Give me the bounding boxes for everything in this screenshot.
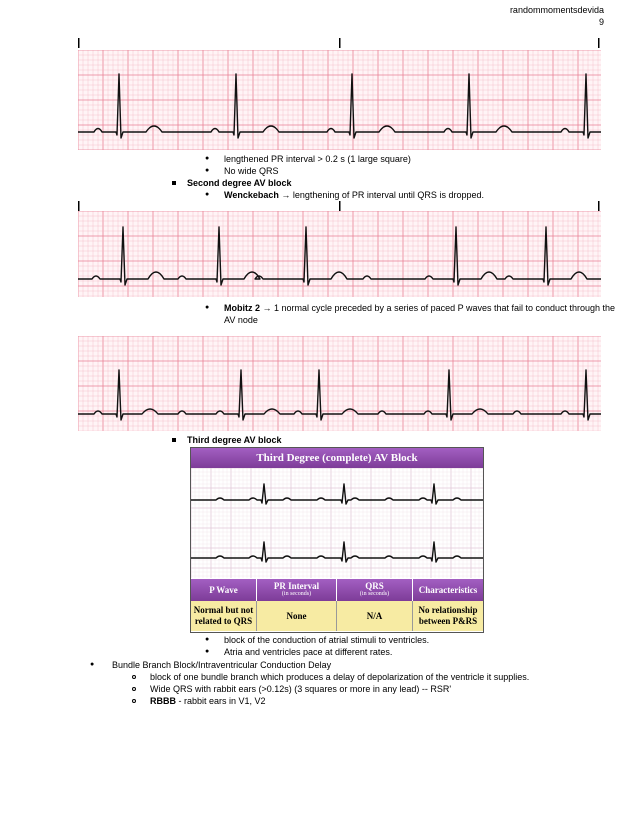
ecg-strip-mobitz-svg	[78, 336, 601, 431]
bullet-dot: ●	[205, 155, 210, 162]
bullet-dot: ●	[205, 636, 210, 643]
mobitz-text: → 1 normal cycle preceded by a series of paced P waves that fail to conduct through the	[260, 303, 616, 313]
third-degree-figure	[190, 447, 484, 633]
bullet-square	[172, 181, 176, 185]
ecg-strip-first-degree-svg	[78, 38, 601, 150]
bundle-branch-item-3	[150, 695, 266, 707]
bullet-dot: ●	[205, 304, 210, 311]
ecg-strip-first-degree	[78, 38, 601, 150]
ecg-strip-mobitz	[78, 336, 601, 431]
ecg-grid-bg	[78, 336, 601, 431]
bullet-square	[172, 438, 176, 442]
bundle-branch-item-2: Wide QRS with rabbit ears (>0.12s) (3 squares or more in any lead) -- RSR'	[150, 684, 452, 694]
wenckebach-text: → lengthening of PR interval until QRS is dropped.	[278, 190, 484, 200]
mobitz-line-1	[224, 302, 615, 314]
ecg-timing-mark	[78, 38, 80, 48]
wenckebach-term: Wenckebach	[224, 190, 279, 200]
ecg-strip-wenckebach-svg	[78, 201, 601, 297]
figure-title: Third Degree (complete) AV Block	[191, 448, 483, 468]
figure-ecg-svg	[191, 468, 483, 578]
ecg-timing-mark	[339, 38, 341, 48]
bullet-dot: ●	[205, 648, 210, 655]
ecg-strip-wenckebach	[78, 201, 601, 297]
ecg-grid	[78, 50, 601, 150]
figure-col-pr-interval: PR Interval (in seconds)	[257, 579, 337, 601]
figure-col-characteristics: Characteristics	[413, 579, 483, 601]
ecg-timing-mark	[339, 201, 341, 211]
rbbb-text: - rabbit ears in V1, V2	[176, 696, 266, 706]
bullet-circle	[132, 699, 136, 703]
rbbb-term: RBBB	[150, 696, 176, 706]
ecg-timing-mark	[78, 201, 80, 211]
ecg-timing-mark	[598, 201, 600, 211]
mobitz-term: Mobitz 2	[224, 303, 260, 313]
figure-cell-pr-interval: None	[257, 601, 337, 631]
ecg-timing-mark	[598, 38, 600, 48]
figure-ecg	[191, 468, 483, 578]
first-degree-bullet-2: No wide QRS	[224, 166, 279, 176]
third-degree-bullet-1: block of the conduction of atrial stimuli to ventricles.	[224, 635, 430, 645]
bullet-dot: ●	[205, 191, 210, 198]
third-degree-heading: Third degree AV block	[187, 435, 282, 445]
third-degree-bullet-2: Atria and ventricles pace at different rates.	[224, 647, 393, 657]
figure-col-p-wave: P Wave	[191, 579, 257, 601]
bullet-circle	[132, 675, 136, 679]
first-degree-bullet-1: lengthened PR interval > 0.2 s (1 large square)	[224, 154, 411, 164]
figure-cell-qrs: N/A	[337, 601, 413, 631]
second-degree-heading: Second degree AV block	[187, 178, 292, 188]
mobitz-line-2: AV node	[224, 315, 258, 325]
ecg-grid-bg	[78, 211, 601, 297]
figure-col-qrs: QRS (in seconds)	[337, 579, 413, 601]
figure-cell-p-wave: Normal but not related to QRS	[191, 601, 257, 631]
bullet-circle	[132, 687, 136, 691]
bundle-branch-heading: Bundle Branch Block/Intraventricular Conduction Delay	[112, 660, 332, 670]
bundle-branch-item-1: block of one bundle branch which produces a delay of depolarization of the ventricle it supplies.	[150, 672, 530, 682]
page-number: 9	[598, 17, 604, 27]
bullet-dot: ●	[205, 167, 210, 174]
document-author: randommomentsdevida	[509, 5, 604, 15]
wenckebach-line	[224, 189, 484, 201]
figure-cell-characteristics: No relationship between P&RS	[413, 601, 483, 631]
bullet-dot: ●	[90, 661, 95, 668]
